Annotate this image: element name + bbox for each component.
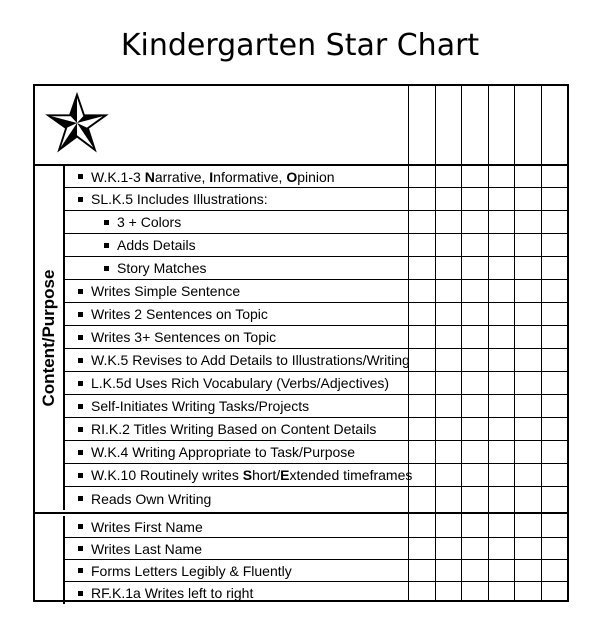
row-label [104,234,196,256]
grid-column-line [514,86,515,600]
bullet-icon [78,404,83,409]
row-label [78,188,268,210]
row-text: W.K.4 Writing Appropriate to Task/Purpose [91,444,356,460]
bullet-icon [78,427,83,432]
table-row [65,487,567,510]
bullet-icon [78,381,83,386]
row-label [78,487,211,510]
bullet-icon [78,174,83,179]
table-row [65,395,567,418]
section-label [35,166,65,510]
grid-column-line [541,86,542,600]
row-text: 3 + Colors [117,214,182,230]
row-label [104,211,181,233]
grid-column-line [435,86,436,600]
table-row [65,372,567,395]
row-text: L.K.5d Uses Rich Vocabulary (Verbs/Adjectives) [91,375,390,391]
table-row [65,166,567,188]
bullet-icon [78,197,83,202]
table-row [65,418,567,441]
row-label [78,560,292,581]
bullet-icon [78,524,83,529]
row-text: Reads Own Writing [91,490,212,507]
row-text: Writes 2 Sentences on Topic [91,306,268,322]
table-row [65,349,567,372]
row-label [78,441,355,463]
row-text: Forms Letters Legibly & Fluently [91,562,292,579]
star-chart-table [33,84,569,602]
row-text: Writes 3+ Sentences on Topic [91,329,277,345]
bullet-icon [78,289,83,294]
row-text: Writes Last Name [91,540,202,557]
row-text: SL.K.5 Includes Illustrations: [91,191,268,207]
bullet-icon [78,358,83,363]
bullet-icon [104,266,109,271]
grid-column-line [488,86,489,600]
table-row [65,582,567,604]
table-row [65,211,567,234]
section-label-text: Content/Purpose [39,269,58,407]
row-label [78,349,410,371]
row-label [78,538,202,559]
row-text: W.K.10 Routinely writes Short/Extended timeframes [91,467,413,483]
star-icon [45,91,109,155]
row-label [78,582,253,604]
row-text: RI.K.2 Titles Writing Based on Content Details [91,421,377,437]
bullet-icon [104,220,109,225]
table-row [65,280,567,303]
row-text: W.K.5 Revises to Add Details to Illustrations/Writing [91,352,410,368]
row-text: W.K.1-3 Narrative, Informative, Opinion [91,168,335,185]
bullet-icon [78,496,83,501]
bullet-icon [78,450,83,455]
table-row [65,516,567,538]
bullet-icon [78,335,83,340]
row-label [78,280,240,302]
row-text: Story Matches [117,260,207,276]
bullet-icon [78,312,83,317]
row-label [78,516,203,537]
row-label [78,395,309,417]
row-label [78,418,376,440]
table-row [65,257,567,280]
section-label [35,516,65,604]
table-row [65,441,567,464]
table-row [65,560,567,582]
row-label [104,257,206,279]
grid-column-line [461,86,462,600]
row-text: RF.K.1a Writes left to right [91,585,254,601]
row-label [78,303,268,325]
table-row [65,188,567,211]
table-row [65,303,567,326]
grid-column-line [408,86,409,600]
row-text: Writes Simple Sentence [91,283,241,299]
row-text: Self-Initiates Writing Tasks/Projects [91,398,310,414]
row-label [78,372,389,394]
row-text: Writes First Name [91,518,203,535]
bullet-icon [78,473,83,478]
table-row [65,464,567,487]
table-row [65,234,567,257]
table-row [65,538,567,560]
bullet-icon [78,546,83,551]
bullet-icon [78,568,83,573]
row-label [78,326,276,348]
row-text: Adds Details [117,237,196,253]
table-row [65,326,567,349]
row-label [78,166,335,187]
bullet-icon [104,243,109,248]
row-label [78,464,412,486]
bullet-icon [78,591,83,596]
page-title: Kindergarten Star Chart [120,28,480,63]
